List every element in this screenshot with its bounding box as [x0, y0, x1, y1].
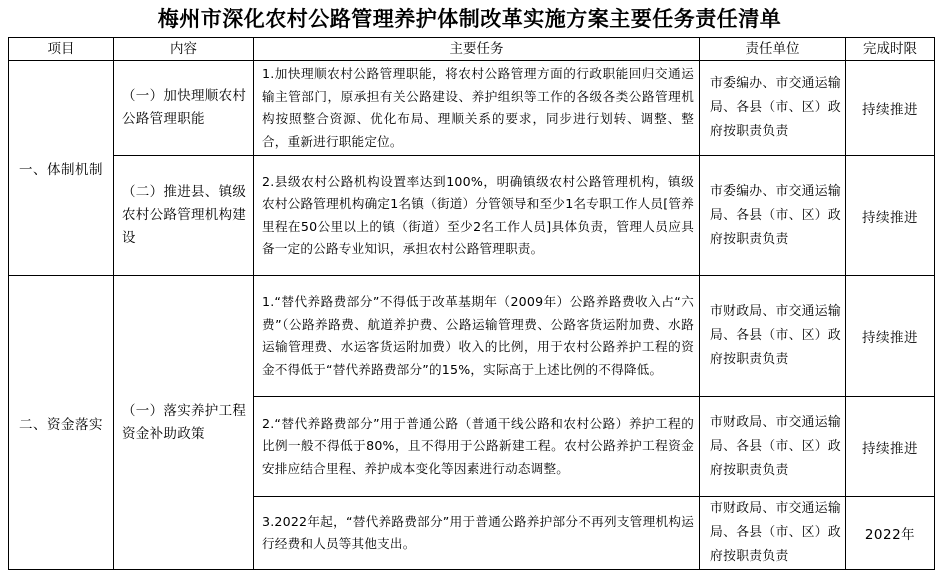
task-cell: 3.2022年起，“替代养路费部分”用于普通公路养护部分不再列支管理机构运行经费和人员等其他支出。: [254, 497, 700, 570]
header-task: 主要任务: [254, 38, 700, 61]
content-cell: （一）落实养护工程资金补助政策: [114, 276, 254, 570]
table-row: [9, 276, 935, 397]
deadline-cell: 持续推进: [846, 276, 935, 397]
table-row: [9, 156, 935, 276]
deadline-cell: 持续推进: [846, 156, 935, 276]
unit-cell: 市财政局、市交通运输局、各县（市、区）政府按职责负责: [700, 276, 846, 397]
project-cell: 二、资金落实: [9, 276, 114, 570]
table-header-row: [9, 38, 935, 61]
header-project: 项目: [9, 38, 114, 61]
task-cell: 1.加快理顺农村公路管理职能，将农村公路管理方面的行政职能回归交通运输主管部门，原承担有关公路建设、养护组织等工作的各级各类公路管理机构按照整合资源、优化布局、理顺关系的要求，同步进行划转、调整、整合，重新进行职能定位。: [254, 61, 700, 156]
deadline-cell: 持续推进: [846, 397, 935, 497]
unit-cell: 市财政局、市交通运输局、各县（市、区）政府按职责负责: [700, 497, 846, 570]
task-cell: 2.县级农村公路机构设置率达到100%，明确镇级农村公路管理机构，镇级农村公路管理机构确定1名镇（街道）分管领导和至少1名专职工作人员[管养里程在50公里以上的镇（街道）至少2名工作人员]具体负责，管理人员应具备一定的公路专业知识，承担农村公路管理职责。: [254, 156, 700, 276]
header-deadline: 完成时限: [846, 38, 935, 61]
table-row: [9, 61, 935, 156]
header-unit: 责任单位: [700, 38, 846, 61]
unit-cell: 市委编办、市交通运输局、各县（市、区）政府按职责负责: [700, 61, 846, 156]
deadline-cell: 2022年: [846, 497, 935, 570]
content-cell: （一）加快理顺农村公路管理职能: [114, 61, 254, 156]
task-cell: 1.“替代养路费部分”不得低于改革基期年（2009年）公路养路费收入占“六费”（公路养路费、航道养护费、公路运输管理费、公路客货运附加费、水路运输管理费、水运客货运附加费）收入的比例，用于农村公路养护工程的资金不得低于“替代养路费部分”的15%，实际高于上述比例的不得降低。: [254, 276, 700, 397]
unit-cell: 市财政局、市交通运输局、各县（市、区）政府按职责负责: [700, 397, 846, 497]
unit-cell: 市委编办、市交通运输局、各县（市、区）政府按职责负责: [700, 156, 846, 276]
responsibility-table: [8, 37, 935, 570]
deadline-cell: 持续推进: [846, 61, 935, 156]
project-cell: 一、体制机制: [9, 61, 114, 276]
page-title: 梅州市深化农村公路管理养护体制改革实施方案主要任务责任清单: [157, 6, 782, 31]
header-content: 内容: [114, 38, 254, 61]
task-cell: 2.“替代养路费部分”用于普通公路（普通干线公路和农村公路）养护工程的比例一般不得低于80%，且不得用于公路新建工程。农村公路养护工程资金安排应结合里程、养护成本变化等因素进行动态调整。: [254, 397, 700, 497]
content-cell: （二）推进县、镇级农村公路管理机构建设: [114, 156, 254, 276]
